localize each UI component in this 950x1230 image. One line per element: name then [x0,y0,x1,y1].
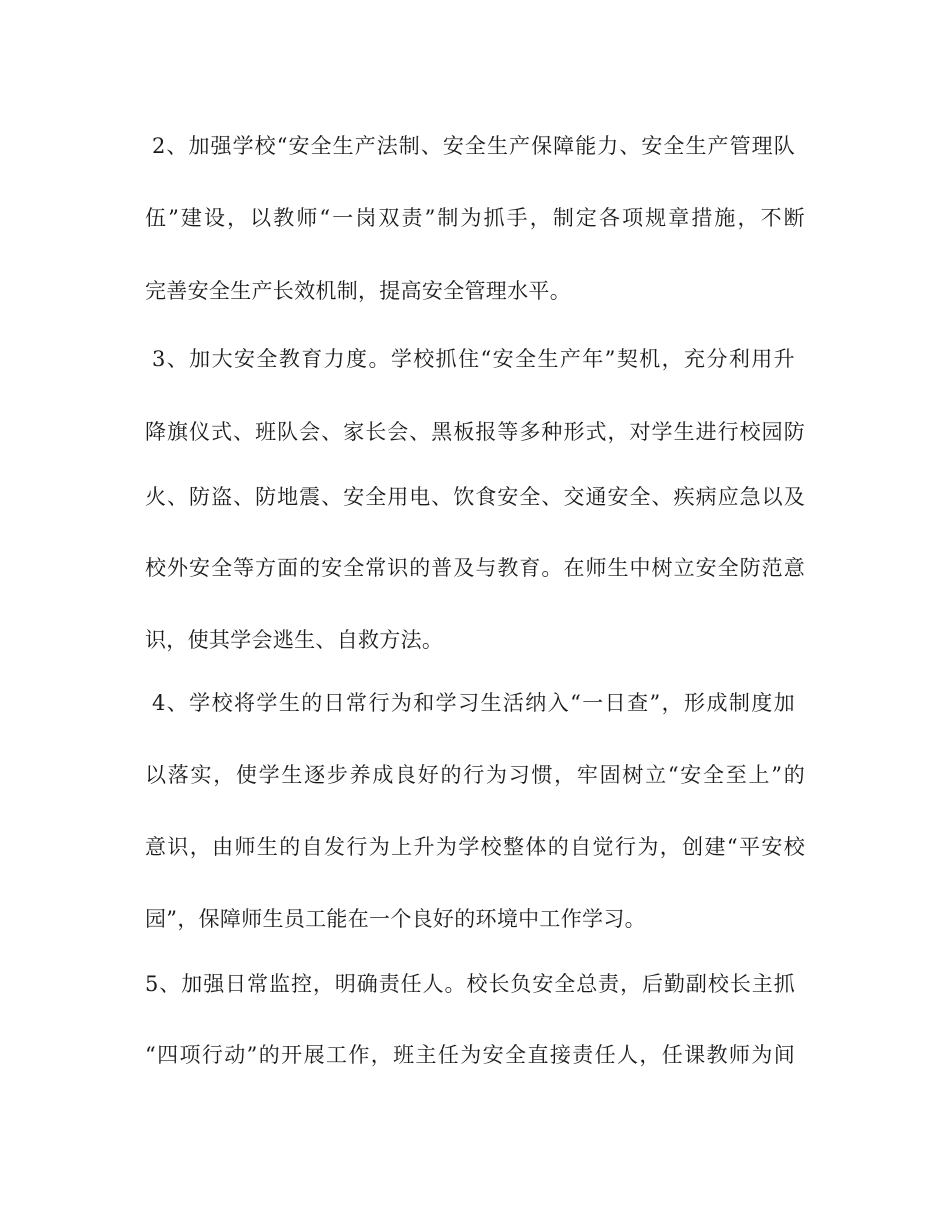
paragraph-4-line-1: 4、学校将学生的日常行为和学习生活纳入“一日查”，形成制度加 [152,691,795,715]
paragraph-3-line-5: 识，使其学会逃生、自救方法。 [145,628,444,652]
paragraph-3-line-2: 降旗仪式、班队会、家长会、黑板报等多种形式，对学生进行校园防 [145,420,805,444]
paragraph-2-line-1: 2、加强学校“安全生产法制、安全生产保障能力、安全生产管理队 [152,134,795,158]
paragraph-3-line-3: 火、防盗、防地震、安全用电、饮食安全、交通安全、疾病应急以及 [145,485,805,509]
paragraph-4-line-4: 园”，保障师生员工能在一个良好的环境中工作学习。 [145,907,646,931]
paragraph-5-line-2: “四项行动”的开展工作，班主任为安全直接责任人，任课教师为间 [145,1043,795,1067]
paragraph-5-line-1: 5、加强日常监控，明确责任人。校长负安全总责，后勤副校长主抓 [145,972,795,996]
paragraph-4-line-3: 意识，由师生的自发行为上升为学校整体的自觉行为，创建“平安校 [145,835,805,859]
paragraph-3-line-1: 3、加大安全教育力度。学校抓住“安全生产年”契机，充分利用升 [152,347,795,371]
paragraph-2-line-3: 完善安全生产长效机制，提高安全管理水平。 [145,279,571,303]
paragraph-4-line-2: 以落实，使学生逐步养成良好的行为习惯，牢固树立“安全至上”的 [145,763,805,787]
paragraph-3-line-4: 校外安全等方面的安全常识的普及与教育。在师生中树立安全防范意 [145,556,805,580]
paragraph-2-line-2: 伍”建设，以教师“一岗双责”制为抓手，制定各项规章措施，不断 [145,206,805,230]
